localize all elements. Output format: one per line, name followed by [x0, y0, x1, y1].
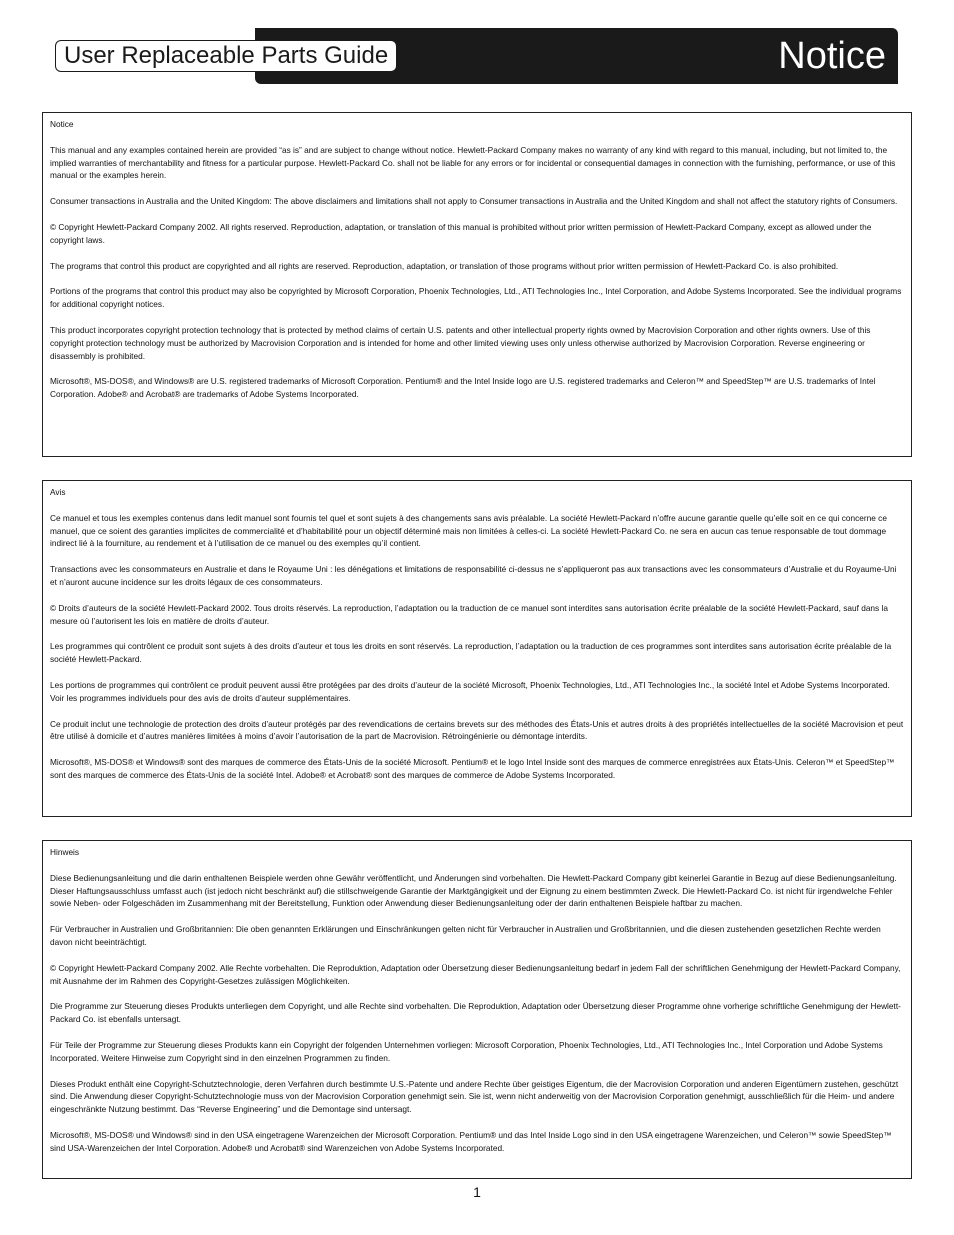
paragraph: Microsoft®, MS-DOS®, and Windows® are U.S. registered trademarks of Microsoft Corporation. Pentium® and the Intel Inside logo are U.S. registered trademarks and Celeron™ and SpeedStep™ are U.S. trademarks of Intel Corporation. Adobe® and Acrobat® are trademarks of Adobe Systems Incorporated.: [50, 376, 876, 400]
paragraph: © Droits d’auteurs de la société Hewlett-Packard 2002. Tous droits réservés. La reproduction, l’adaptation ou la traduction de ce manuel sont interdites sans autorisation écrite préalable de la société Hewlett-Packard, sauf dans la mesure où l’autorisent les lois en matière de droits d’auteur.: [50, 602, 888, 626]
notice-panel-german: [42, 840, 912, 1179]
paragraph: Microsoft®, MS-DOS® und Windows® sind in den USA eingetragene Warenzeichen der Microsoft Corporation. Pentium® und das Intel Inside Logo sind in den USA eingetragene Warenzeichen, und Celeron™ sowie SpeedStep™ sind USA-Warenzeichen der Intel Corporation. Adobe® und Acrobat® sind Warenzeichen von Adobe Systems Incorporated.: [50, 1129, 892, 1153]
paragraph: Ce produit inclut une technologie de protection des droits d’auteur protégés par des revendications de certains brevets sur des méthodes des États-Unis et autres droits à des propriétés intellectuelles de la société Macrovision et peut être utilisé à domicile et d’autres manières limitées à moins d’avoir l’autorisation de la part de Macrovision. Rétroingénierie ou démontage interdits.: [50, 718, 904, 742]
panel-heading: Notice: [50, 119, 74, 129]
notice-panel-english: [42, 112, 912, 457]
paragraph: Les programmes qui contrôlent ce produit sont sujets à des droits d’auteur et tous les droits en sont réservés. La reproduction, l’adaptation ou la traduction de ces programmes sont interdites sans autorisation écrite préalable de la société Hewlett-Packard.: [50, 641, 892, 665]
notice-panel-french: [42, 480, 912, 817]
panel-heading: Avis: [50, 487, 66, 497]
paragraph: This product incorporates copyright protection technology that is protected by method claims of certain U.S. patents and other intellectual property rights owned by Macrovision Corporation and other rights owners. Use of this copyright protection technology must be authorized by Macrovision Corporation and is intended for home and other limited viewing uses only unless otherwise authorized by Macrovision Corporation. Reverse engineering or disassembly is prohibited.: [50, 324, 871, 361]
paragraph: © Copyright Hewlett-Packard Company 2002. Alle Rechte vorbehalten. Die Reproduktion, Adaptation oder Übersetzung dieser Bedienungsanleitung bedarf in jedem Fall der schriftlichen Genehmigung der Hewlett-Packard Company, mit Ausnahme der im Rahmen des Copyright-Gesetzes zulässigen Möglichkeiten.: [50, 962, 901, 986]
paragraph: Diese Bedienungsanleitung und die darin enthaltenen Beispiele werden ohne Gewähr veröffentlicht, und Änderungen sind vorbehalten. Die Hewlett-Packard Company gibt keinerlei Garantie in Bezug auf diese Bedienungsanleitung. Dieser Haftungsausschluss umfasst auch (ist jedoch nicht beschränkt auf) die stillschweigende Garantie der Marktgängigkeit und der Eignung zu einem bestimmten Zweck. Die Hewlett-Packard Co. ist nicht für irgendwelche Fehler sowie Neben- oder Folgeschäden im Zusammenhang mit der Bereitstellung, Funktion oder Anwendung dieser Bedienungsanleitung oder der darin enthaltenen Beispiele haftbar zu machen.: [50, 872, 897, 909]
paragraph: Für Verbraucher in Australien und Großbritannien: Die oben genannten Erklärungen und Einschränkungen gelten nicht für Verbraucher in Australien und Großbritannien, und die diesen zustehenden gesetzlichen Rechte werden davon nicht beeinträchtigt.: [50, 924, 881, 947]
paragraph: Die Programme zur Steuerung dieses Produkts unterliegen dem Copyright, und alle Rechte sind vorbehalten. Die Reproduktion, Adaptation oder Übersetzung dieser Programme ohne vorherige schriftliche Genehmigung der Hewlett-Packard Co. ist ebenfalls untersagt.: [50, 1001, 901, 1025]
panel-heading: Hinweis: [50, 847, 80, 857]
section-title: Notice: [778, 35, 886, 77]
page-number: 1: [473, 1184, 481, 1200]
paragraph: Ce manuel et tous les exemples contenus dans ledit manuel sont fournis tel quel et sont sujets à des changements sans avis préalable. La société Hewlett-Packard n’offre aucune garantie quelle qu’elle soit en ce qui concerne ce manuel, que ce soient des garanties implicites de commercialité et d’habitabilité pour un objectif déterminé mais non limitées à celles-ci. La société Hewlett-Packard Co. ne sera en aucun cas tenue responsable de tout dommage indirect lié à la fourniture, au rendement et à l’utilisation de ce manuel ou des exemples qu’il contient.: [50, 512, 887, 549]
paragraph: Les portions de programmes qui contrôlent ce produit peuvent aussi être protégées par des droits d’auteur de la société Microsoft, Phoenix Technologies, Ltd., ATI Technologies Inc., la société Intel et Adobe Systems Incorporated. Voir les programmes individuels pour des avis de droits d’auteur supplémentaires.: [50, 679, 890, 703]
paragraph: The programs that control this product are copyrighted and all rights are reserved. Reproduction, adaptation, or translation of those programs without prior written permission of Hewlett-Packard Co. is also prohibited.: [50, 260, 839, 271]
paragraph: Consumer transactions in Australia and the United Kingdom: The above disclaimers and limitations shall not apply to Consumer transactions in Australia and the United Kingdom and shall not affect the statutory rights of Consumers.: [50, 196, 898, 207]
paragraph: Für Teile der Programme zur Steuerung dieses Produkts kann ein Copyright der folgenden Unternehmen vorliegen: Microsoft Corporation, Phoenix Technologies, Ltd., ATI Technologies Inc., Intel Corporation und Adobe Systems Incorporated. Weitere Hinweise zum Copyright sind in den einzelnen Programmen zu finden.: [50, 1039, 883, 1063]
paragraph: Portions of the programs that control this product may also be copyrighted by Microsoft Corporation, Phoenix Technologies, Ltd., ATI Technologies Inc., Intel Corporation, and Adobe Systems Incorporated. See the individual programs for additional copyright notices.: [50, 286, 902, 310]
paragraph: Dieses Produkt enthält eine Copyright-Schutztechnologie, deren Verfahren durch bestimmte U.S.-Patente und andere Rechte über geistiges Eigentum, die der Macrovision Corporation und anderen Eigentümern zustehen, geschützt sind. Die Anwendung dieser Copyright-Schutztechnologie muss von der Macrovision Corporation genehmigt sein. Sie ist, wenn nicht anderweitig von der Macrovision Corporation genehmigt, ausschließlich für die Heim- und andere eingeschränkte Nutzung bestimmt. Das “Reverse Engineering” und die Demontage sind untersagt.: [50, 1078, 899, 1115]
guide-title: User Replaceable Parts Guide: [55, 40, 397, 72]
paragraph: Microsoft®, MS-DOS® et Windows® sont des marques de commerce des États-Unis de la société Microsoft. Pentium® et le logo Intel Inside sont des marques de commerce enregistrées aux États-Unis. Celeron™ et SpeedStep™ sont des marques de commerce des États-Unis de la société Intel. Adobe® et Acrobat® sont des marques de commerce de Adobe Systems Incorporated.: [50, 757, 895, 780]
paragraph: © Copyright Hewlett-Packard Company 2002. All rights reserved. Reproduction, adaptation, or translation of this manual is prohibited without prior written permission of Hewlett-Packard Company, except as allowed under the copyright laws.: [50, 221, 872, 245]
paragraph: Transactions avec les consommateurs en Australie et dans le Royaume Uni : les dénégations et limitations de responsabilité ci-dessus ne s’appliqueront pas aux transactions avec les consommateurs d’Australie et du Royaume-Uni et n’auront aucune incidence sur les droits légaux de ces consommateurs.: [50, 564, 897, 587]
paragraph: This manual and any examples contained herein are provided “as is” and are subject to change without notice. Hewlett-Packard Company makes no warranty of any kind with regard to this manual, including, but not limited to, the implied warranties of merchantability and fitness for a particular purpose. Hewlett-Packard Co. shall not be liable for any errors or for incidental or consequential damages in connection with the furnishing, performance, or use of this manual or the examples herein.: [50, 144, 896, 181]
